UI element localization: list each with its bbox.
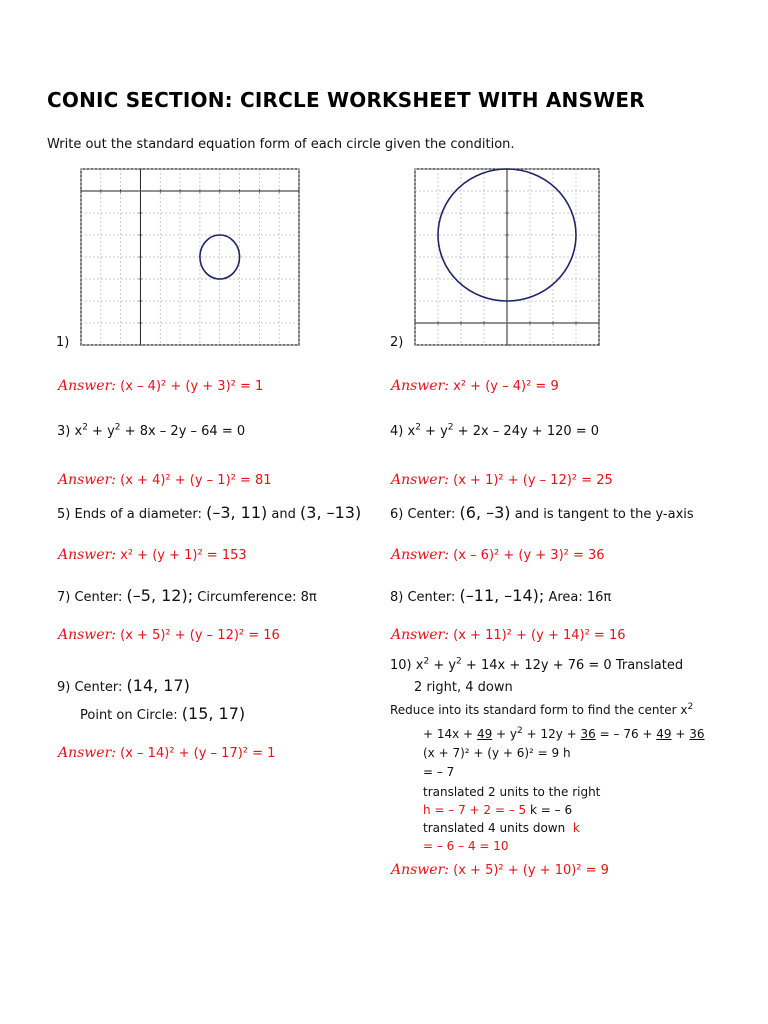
question-8-answer: Answer: (x + 11)² + (y + 14)² = 16 (391, 627, 626, 643)
question-2-number: 2) (390, 335, 404, 350)
question-9-point: Point on Circle: (15, 17) (80, 704, 246, 723)
answer-label: Answer: (58, 378, 116, 394)
question-9-answer: Answer: (x – 14)² + (y – 17)² = 1 (58, 745, 276, 761)
question-4-answer: Answer: (x + 1)² + (y – 12)² = 25 (391, 472, 613, 488)
graph-1 (80, 168, 300, 346)
question-10: 10) $x^2 + y^2 + 14x + 12y + 76 = 0$ Translated (390, 656, 684, 673)
question-6: 6) Center: (6, –3) and is tangent to the y-axis (390, 503, 694, 522)
answer-text: (x – 4)² + (y + 3)² = 1 (120, 379, 264, 394)
question-7: 7) Center: (–5, 12); Circumference: 8π (57, 586, 317, 605)
question-5-answer: Answer: x² + (y + 1)² = 153 (58, 547, 247, 563)
question-4: 4) $x^2 + y^2 + 2x - 24y + 120 = 0$ (390, 422, 600, 439)
question-10-step-2: (x + 7)² + (y + 6)² = 9 h (423, 746, 571, 760)
question-10-step-3: = – 7 (423, 765, 455, 779)
question-10-answer: Answer: (x + 5)² + (y + 10)² = 9 (391, 862, 609, 878)
page-title: CONIC SECTION: CIRCLE WORKSHEET WITH ANSWER (47, 88, 645, 112)
question-2-answer (391, 378, 559, 394)
answer-label: Answer: (391, 378, 449, 394)
question-10-step-4: translated 2 units to the right (423, 785, 601, 799)
instructions: Write out the standard equation form of each circle given the condition. (47, 137, 515, 152)
question-3-answer: Answer: (x + 4)² + (y – 1)² = 81 (58, 472, 272, 488)
question-8: 8) Center: (–11, –14); Area: 16π (390, 586, 612, 605)
question-5: 5) Ends of a diameter: (–3, 11) and (3, –13) (57, 503, 362, 522)
question-10-translation: 2 right, 4 down (414, 680, 513, 695)
question-1-answer (58, 378, 263, 394)
question-3: 3) $x^2 + y^2 + 8x - 2y - 64 = 0$ (57, 422, 246, 439)
question-7-answer: Answer: (x + 5)² + (y – 12)² = 16 (58, 627, 280, 643)
question-10-step-7: = – 6 – 4 = 10 (423, 839, 509, 853)
question-10-step-1: + $14x + 49 + y^2 + 12y + 36$ = – 76 + 49 + 36 (423, 726, 705, 741)
question-9: 9) Center: (14, 17) (57, 676, 190, 695)
question-1-number: 1) (56, 335, 70, 350)
question-6-answer: Answer: (x – 6)² + (y + 3)² = 36 (391, 547, 605, 563)
graph-2 (414, 168, 600, 346)
answer-text: x² + (y – 4)² = 9 (453, 379, 559, 394)
question-10-step-6: translated 4 units down k (423, 821, 580, 835)
question-10-instruction: Reduce into its standard form to find the center $x^2$ (390, 702, 694, 717)
question-10-step-5: h = – 7 + 2 = – 5 k = – 6 (423, 803, 573, 817)
